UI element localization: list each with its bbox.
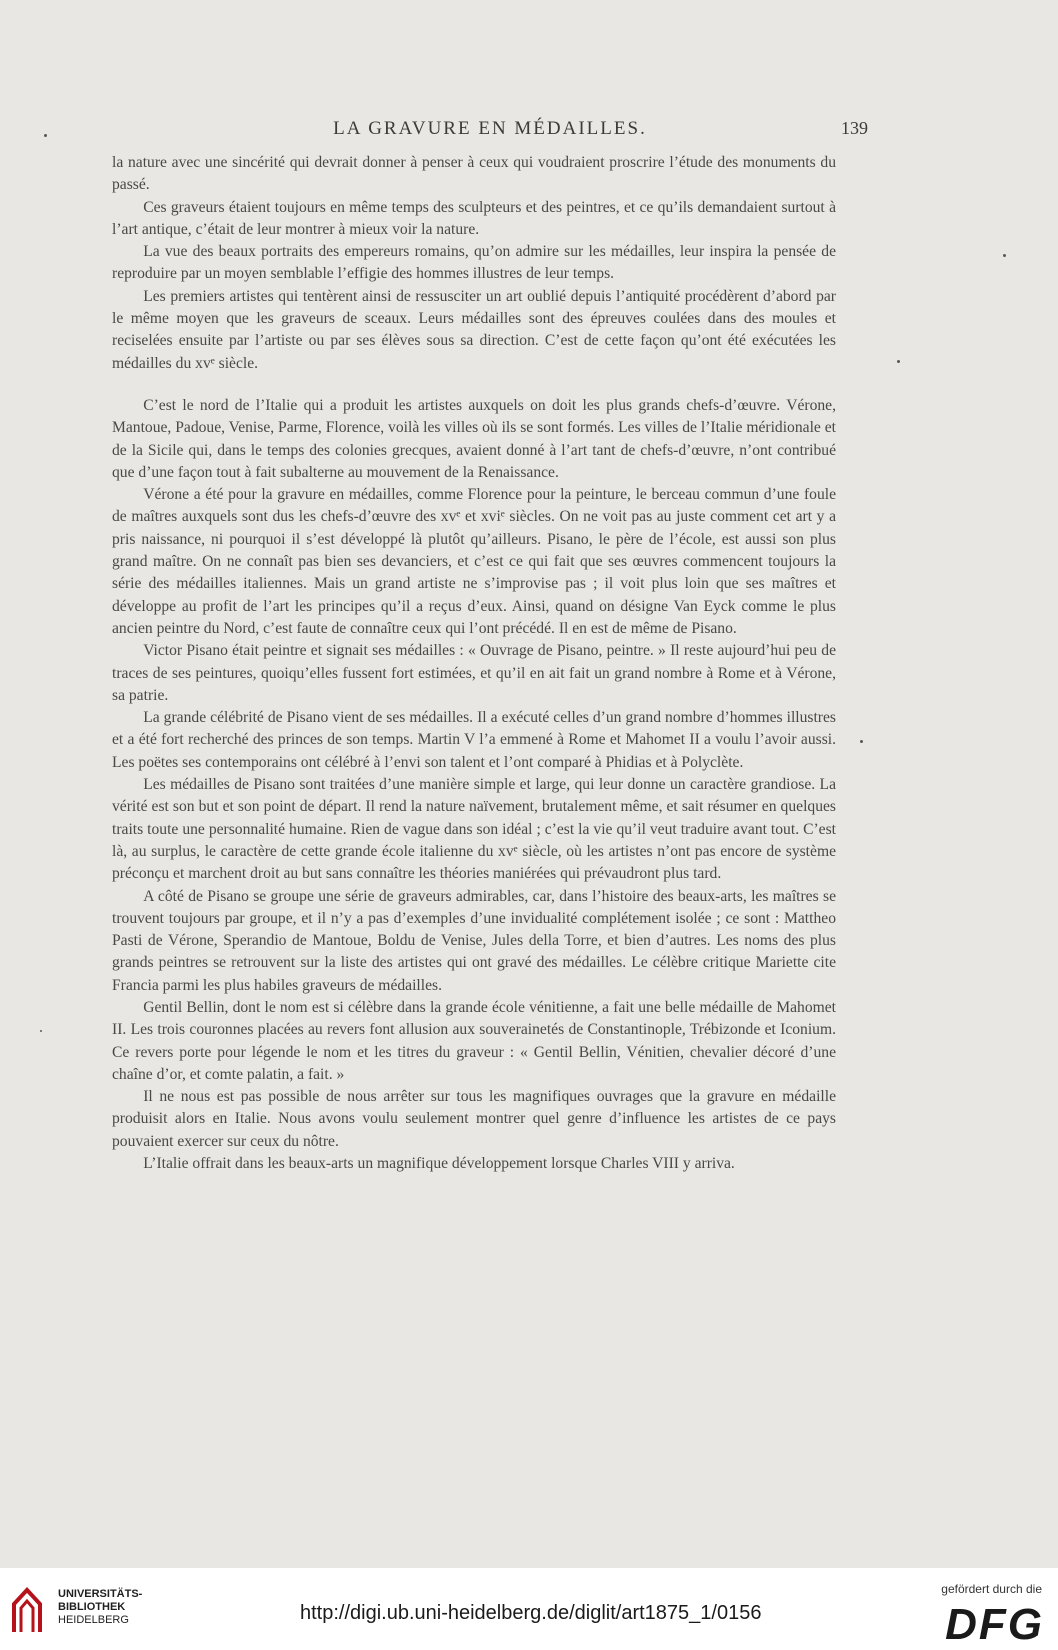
scan-speck [40,1030,42,1032]
dfg-logo: DFG [945,1600,1044,1649]
paragraph: L’Italie offrait dans les beaux-arts un magnifique développement lorsque Charles VIII y arriva. [143,1155,735,1173]
paragraph: Vérone a été pour la gravure en médailles, comme Florence pour la peinture, le berceau commun d’une foule de maîtres auxquels sont dus les chefs-d’œuvre des xvᵉ et xviᵉ siècles. On ne voit pas au juste comment cet art y a pris naissance, ni pourquoi il s’est développé là plutôt qu’ailleurs. Pisano, le père de l’école, est aussi son plus grand maître. On ne connaît pas bien ses devanciers, et c’est ce qui fait que ses œuvres commencent toujours la série des médailles italiennes. Mais un grand artiste ne s’improvise pas ; il voit plus loin que ses maîtres et développe au profit de l’art les principes qu’il a reçus d’eux. Ainsi, quand on désigne Van Eyck comme le plus ancien peintre du Nord, c’est faute de connaître ceux qui l’ont précédé. Il en est de même de Pisano. [112,486,836,637]
permalink-url[interactable]: http://digi.ub.uni-heidelberg.de/diglit/art1875_1/0156 [300,1602,762,1624]
library-name-line: HEIDELBERG [58,1614,129,1626]
funder-text: gefördert durch die [941,1582,1042,1596]
paragraph: C’est le nord de l’Italie qui a produit les artistes auxquels on doit les plus grands chefs-d’œuvre. Vérone, Mantoue, Padoue, Venise, Parme, Florence, voilà les villes où ils se sont formés. Les villes de l’Italie méridionale et de la Sicile qui, dans le temps des colonies grecques, avaient donné à l’art tant de chefs-d’œuvre, n’ont contribué que d’une façon tout à fait subalterne au mouvement de la Renaissance. [112,396,836,481]
paragraph: Ces graveurs étaient toujours en même temps des sculpteurs et des peintres, et ce qu’ils demandaient surtout à l’art antique, c’était de leur montrer à mieux voir la nature. [112,198,836,238]
paragraph: Il ne nous est pas possible de nous arrêter sur tous les magnifiques ouvrages que la gravure en médaille produisit alors en Italie. Nous avons voulu seulement montrer quel genre d’influence les artistes de ce pays pouvaient exercer sur ceux du nôtre. [112,1088,836,1150]
paragraph: Les médailles de Pisano sont traitées d’une manière simple et large, qui leur donne un caractère grandiose. La vérité est son but et son point de départ. Il rend la nature naïvement, brutalement même, et sait résumer en quelques traits toute une personnalité humaine. Rien de vague dans son idéal ; c’est la vie qu’il veut traduire avant tout. C’est là, au surplus, le caractère de cette grande école italienne du xvᵉ siècle, où les artistes n’ont pas encore de système préconçu et marchent droit au but sans connaître les théories maniérées qui prévaudront plus tard. [112,776,836,883]
library-name-line: BIBLIOTHEK [58,1601,126,1613]
scan-speck [897,360,900,363]
page-header [112,118,868,140]
library-name [58,1588,142,1627]
paragraph: La grande célébrité de Pisano vient de ses médailles. Il a exécuté celles d’un grand nombre d’hommes illustres et a été fort recherché des princes de son temps. Martin V l’a emmené à Rome et Mahomet II a voulu l’avoir aussi. Les poëtes ses contemporains ont célébré à l’envi son talent et l’ont comparé à Phidias et à Polyclète. [112,709,836,771]
paragraph: La vue des beaux portraits des empereurs romains, qu’on admire sur les médailles, leur inspira la pensée de reproduire par un moyen semblable l’effigie des hommes illustres de leur temps. [112,243,836,283]
paragraph: la nature avec une sincérité qui devrait donner à penser à ceux qui voudraient proscrire l’étude des monuments du passé. [112,154,836,194]
paragraph: A côté de Pisano se groupe une série de graveurs admirables, car, dans l’histoire des beaux-arts, les maîtres se trouvent toujours par groupe, et il n’y a pas d’exemples d’une invidualité complétement isolée ; ce sont : Mattheo Pasti de Vérone, Sperandio de Mantoue, Boldu de Venise, Jules della Torre, et bien d’autres. Les noms des plus grands peintres se retrouvent sur la liste des artistes qui ont gravé des médailles. Le célèbre critique Mariette cite Francia parmi les plus habiles graveurs de médailles. [112,887,836,994]
scan-speck [44,134,47,137]
page-number: 139 [841,118,868,138]
library-logo-icon [10,1586,44,1636]
running-title: LA GRAVURE EN MÉDAILLES. [333,118,647,139]
scan-speck [1003,254,1006,257]
library-name-line: UNIVERSITÄTS- [58,1588,143,1600]
paragraph: Victor Pisano était peintre et signait ses médailles : « Ouvrage de Pisano, peintre. » Il reste aujourd’hui peu de traces de ses peintures, quoiqu’elles fussent fort estimées, et qu’il en ait fait un grand nombre à Rome et à Vérone, sa patrie. [112,642,836,704]
body-text [112,152,836,1175]
viewer-footer [0,1568,1058,1650]
scan-speck [860,740,863,743]
paragraph: Gentil Bellin, dont le nom est si célèbre dans la grande école vénitienne, a fait une belle médaille de Mahomet II. Les trois couronnes placées au revers font allusion aux souverainetés de Constantinople, Trébizonde et Iconium. Ce revers porte pour légende le nom et les titres du graveur : « Gentil Bellin, Vénitien, chevalier décoré d’une chaîne d’or, et comte palatin, a fait. » [112,998,836,1083]
paragraph: Les premiers artistes qui tentèrent ainsi de ressusciter un art oublié depuis l’antiquité procédèrent d’abord par le même moyen que les graveurs de sceaux. Leurs médailles sont des épreuves coulées dans des moules et reciselées ensuite par l’artiste ou par ses élèves sous sa direction. C’est de cette façon qu’ont été exécutées les médailles du xvᵉ siècle. [112,287,836,372]
